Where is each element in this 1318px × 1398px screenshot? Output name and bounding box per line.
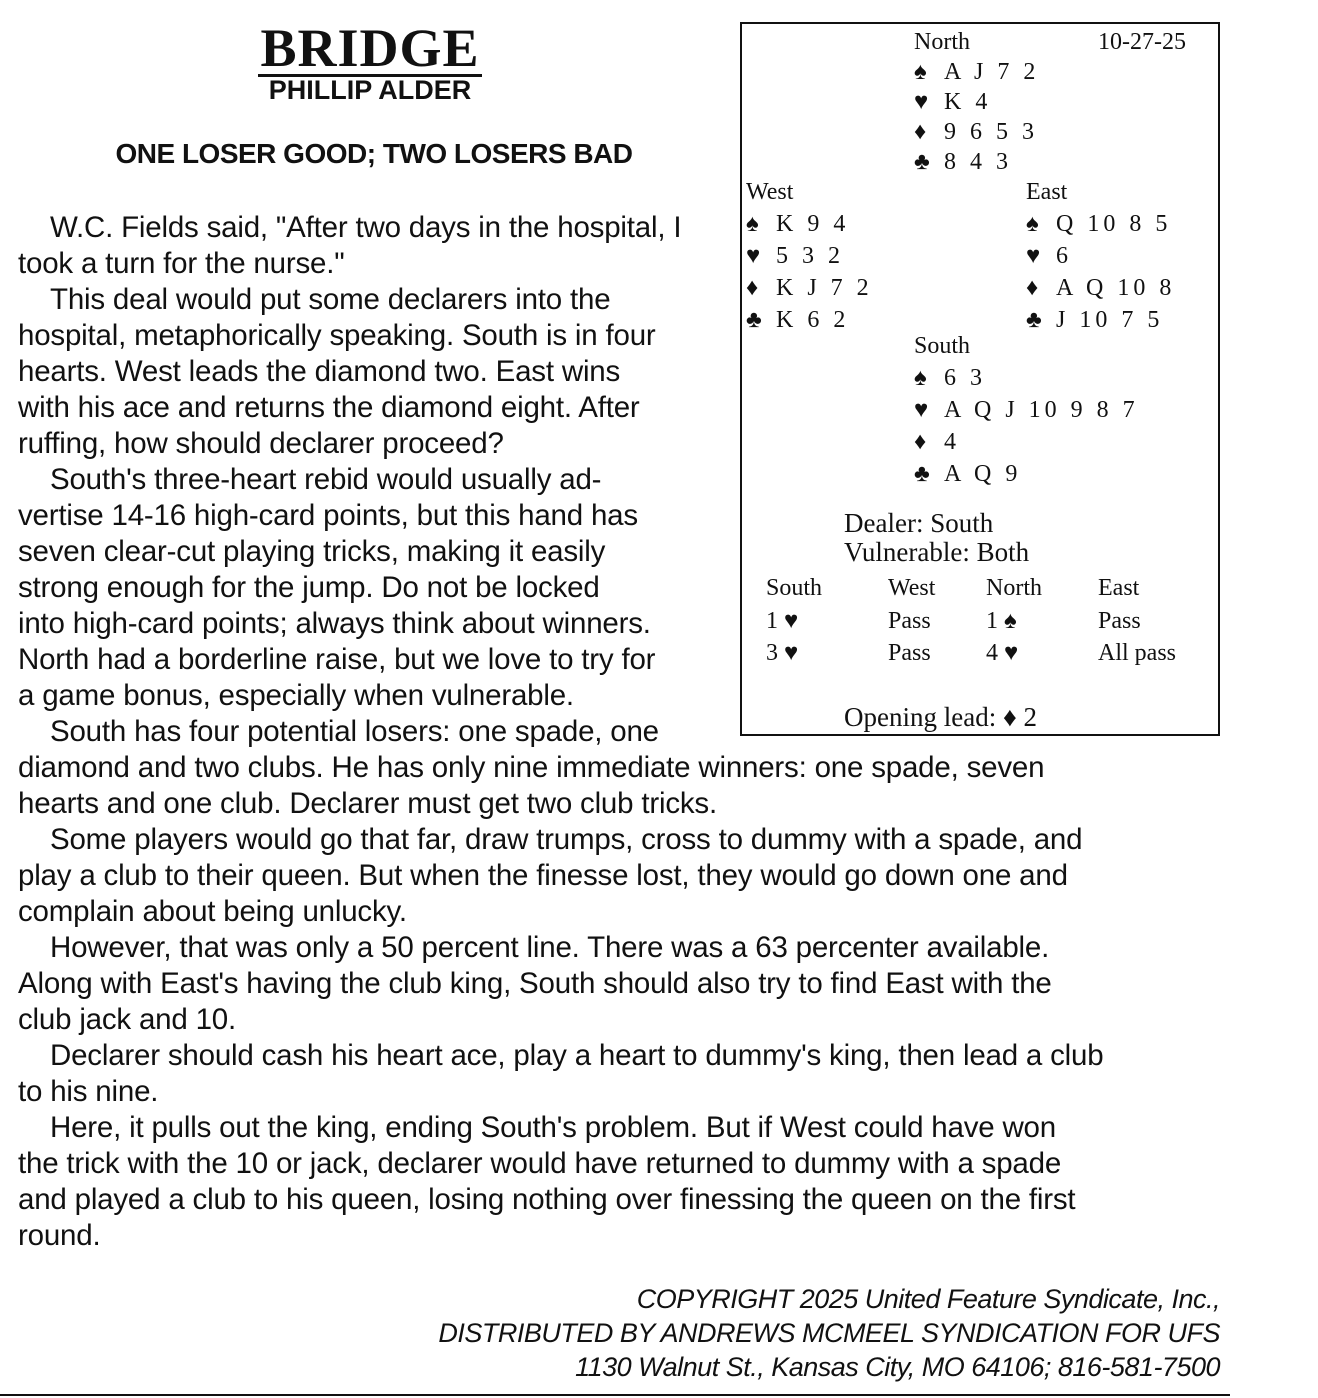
article-paragraph — [18, 822, 1082, 930]
paragraph-line: with his ace and returns the diamond eight. After — [18, 391, 640, 424]
auction-bid: Pass — [888, 640, 931, 666]
paragraph-line: club jack and 10. — [18, 1003, 236, 1036]
west-clubs: ♣ K 6 2 — [746, 307, 850, 333]
deal-date: 10-27-25 — [1098, 29, 1186, 55]
north-hearts: ♥ K 4 — [914, 89, 992, 115]
paragraph-line: hearts. West leads the diamond two. East wins — [18, 355, 621, 388]
west-spades: ♠ K 9 4 — [746, 211, 850, 237]
club-icon: ♣ — [1026, 307, 1042, 333]
auction-bid: All pass — [1098, 640, 1176, 666]
paragraph-line: Declarer should cash his heart ace, play a heart to dummy's king, then lead a club — [50, 1039, 1104, 1072]
diamond-icon: ♦ — [1026, 275, 1039, 301]
heart-icon: ♥ — [1026, 243, 1041, 269]
spade-icon: ♠ — [914, 59, 927, 85]
diamond-icon: ♦ — [914, 119, 927, 145]
paragraph-line: Here, it pulls out the king, ending South's problem. But if West could have won — [50, 1111, 1056, 1144]
paragraph-line: diamond and two clubs. He has only nine immediate winners: one spade, seven — [18, 751, 1045, 784]
north-diamonds: ♦ 9 6 5 3 — [914, 119, 1038, 145]
article-headline: ONE LOSER GOOD; TWO LOSERS BAD — [115, 138, 633, 169]
paragraph-line: play a club to their queen. But when the finesse lost, they would go down one and — [18, 859, 1068, 892]
address-line: 1130 Walnut St., Kansas City, MO 64106; 816-581-7500 — [575, 1352, 1220, 1382]
paragraph-line: hearts and one club. Declarer must get two club tricks. — [18, 787, 717, 820]
east-spades: ♠ Q 10 8 5 — [1026, 211, 1172, 237]
club-icon: ♣ — [914, 149, 930, 175]
heart-icon: ♥ — [914, 397, 929, 423]
bridge-deal-diagram — [740, 22, 1220, 736]
article-paragraph — [18, 1110, 1075, 1254]
auction-bid: 1 ♠ — [986, 608, 1017, 634]
west-hearts: ♥ 5 3 2 — [746, 243, 844, 269]
paragraph-line: and played a club to his queen, losing nothing over finessing the queen on the first — [18, 1183, 1076, 1216]
south-diamonds: ♦ 4 — [914, 429, 960, 455]
west-label: West — [746, 179, 794, 205]
paragraph-line: South's three-heart rebid would usually ad- — [50, 463, 602, 496]
paragraph-line: W.C. Fields said, "After two days in the hospital, I — [50, 211, 682, 244]
auction-bid: 1 ♥ — [766, 608, 799, 634]
distribution-line: DISTRIBUTED BY ANDREWS MCMEEL SYNDICATION FOR UFS — [438, 1318, 1220, 1348]
article-paragraph — [18, 210, 681, 282]
paragraph-line: seven clear-cut playing tricks, making it easily — [18, 535, 606, 568]
paragraph-line: took a turn for the nurse." — [18, 247, 345, 280]
north-label: North — [914, 29, 970, 55]
paragraph-line: North had a borderline raise, but we love to try for — [18, 643, 656, 676]
article-paragraph — [18, 1038, 1103, 1110]
east-clubs: ♣ J 10 7 5 — [1026, 307, 1164, 333]
spade-icon: ♠ — [746, 211, 759, 237]
article-paragraph — [18, 930, 1052, 1038]
copyright-line: COPYRIGHT 2025 United Feature Syndicate, Inc., — [636, 1284, 1220, 1314]
heart-icon: ♥ — [914, 89, 929, 115]
bottom-rule — [0, 1394, 1230, 1396]
column-masthead — [200, 18, 540, 105]
copyright-notice — [438, 1282, 1220, 1384]
west-diamonds: ♦ K J 7 2 — [746, 275, 873, 301]
paragraph-line: complain about being unlucky. — [18, 895, 407, 928]
east-label: East — [1026, 179, 1068, 205]
diamond-icon: ♦ — [746, 275, 759, 301]
paragraph-line: to his nine. — [18, 1075, 159, 1108]
auction-bid: Pass — [888, 608, 931, 634]
auction-bid: 3 ♥ — [766, 640, 799, 666]
north-clubs: ♣ 8 4 3 — [914, 149, 1012, 175]
auction-header-south: South — [766, 575, 823, 601]
south-clubs: ♣ A Q 9 — [914, 461, 1022, 487]
paragraph-line: South has four potential losers: one spade, one — [50, 715, 659, 748]
heart-icon: ♥ — [746, 243, 761, 269]
spade-icon: ♠ — [914, 365, 927, 391]
paragraph-line: the trick with the 10 or jack, declarer would have returned to dummy with a spade — [18, 1147, 1062, 1180]
paragraph-line: round. — [18, 1219, 101, 1252]
auction-header-west: West — [888, 575, 936, 601]
auction-bid: 4 ♥ — [986, 640, 1019, 666]
article-paragraph — [18, 282, 656, 462]
dealer-line: Dealer: South — [844, 508, 994, 538]
paragraph-line: However, that was only a 50 percent line. There was a 63 percenter available. — [50, 931, 1050, 964]
paragraph-line: ruffing, how should declarer proceed? — [18, 427, 504, 460]
auction-header-north: North — [986, 575, 1042, 601]
diamond-icon: ♦ — [914, 429, 927, 455]
east-hearts: ♥ 6 — [1026, 243, 1072, 269]
paragraph-line: This deal would put some declarers into the — [50, 283, 611, 316]
south-spades: ♠ 6 3 — [914, 365, 986, 391]
paragraph-line: into high-card points; always think about winners. — [18, 607, 651, 640]
article-paragraph — [18, 462, 655, 714]
south-hearts: ♥ A Q J 10 9 8 7 — [914, 397, 1139, 423]
spade-icon: ♠ — [1026, 211, 1039, 237]
column-title: BRIDGE — [260, 18, 480, 78]
paragraph-line: Some players would go that far, draw trumps, cross to dummy with a spade, and — [50, 823, 1083, 856]
auction-header-east: East — [1098, 575, 1140, 601]
club-icon: ♣ — [746, 307, 762, 333]
paragraph-line: hospital, metaphorically speaking. South is in four — [18, 319, 656, 352]
opening-lead: Opening lead: ♦ 2 — [844, 702, 1037, 732]
east-diamonds: ♦ A Q 10 8 — [1026, 275, 1176, 301]
paragraph-line: vertise 14-16 high-card points, but this hand has — [18, 499, 638, 532]
club-icon: ♣ — [914, 461, 930, 487]
paragraph-line: Along with East's having the club king, South should also try to find East with the — [18, 967, 1052, 1000]
north-spades: ♠ A J 7 2 — [914, 59, 1040, 85]
column-author: PHILLIP ALDER — [268, 75, 472, 105]
auction-bid: Pass — [1098, 608, 1141, 634]
south-label: South — [914, 333, 971, 359]
paragraph-line: strong enough for the jump. Do not be locked — [18, 571, 600, 604]
vulnerable-line: Vulnerable: Both — [844, 537, 1030, 567]
paragraph-line: a game bonus, especially when vulnerable. — [18, 679, 574, 712]
